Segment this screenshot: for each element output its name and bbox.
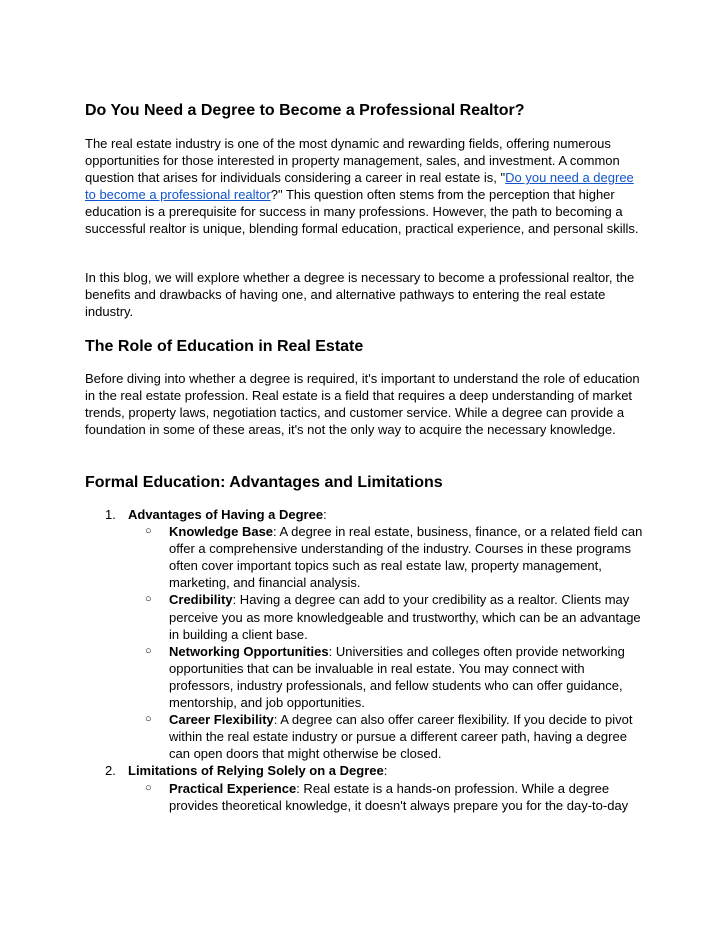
title-block <box>85 101 645 121</box>
bullet-icon: ○ <box>145 713 152 726</box>
section2-heading-block <box>85 473 645 493</box>
overview-paragraph-block <box>85 269 645 320</box>
list-item-practical-experience <box>85 780 645 814</box>
formal-education-list <box>85 506 645 814</box>
list-item-term: Networking Opportunities <box>169 643 329 659</box>
bullet-icon: ○ <box>145 525 152 538</box>
list-item-term: Knowledge Base <box>169 524 274 540</box>
intro-text-before-link: The real estate industry is one of the most dynamic and rewarding fields, offering numerous opportunities for those interested in property management, sales, and investment. A common question that arises for individuals considering a career in real estate is, " <box>85 136 620 186</box>
list-item-text: : Having a degree can add to your credibility as a realtor. Clients may perceive you as more knowledgeable and trustworthy, which can be an advantage in building a client base. <box>169 592 641 642</box>
list-item-knowledge-base <box>85 523 645 591</box>
intro-paragraph <box>85 135 645 238</box>
list-number: 2. <box>105 763 116 779</box>
bullet-icon: ○ <box>145 593 152 606</box>
list-item-credibility <box>85 591 645 642</box>
list-item-title: Limitations of Relying Solely on a Degree <box>128 763 384 779</box>
list-item-title: Advantages of Having a Degree <box>128 507 324 522</box>
section1-paragraph-block <box>85 370 645 438</box>
colon: : <box>383 763 388 779</box>
bullet-icon: ○ <box>145 781 152 794</box>
list-item-limitations <box>85 762 645 779</box>
list-item-text: : Universities and colleges often provide networking opportunities that can be invaluable in real estate. You may connect with professors, industry professionals, and fellow students who can offer guidance, mentorship, and job opportunities. <box>169 643 625 711</box>
list-item-text: : A degree in real estate, business, finance, or a related field can offer a comprehensive understanding of the industry. Courses in these programs often cover important topics such as real estate law, property management, marketing, and financial analysis. <box>169 524 643 591</box>
intro-paragraph-block <box>85 135 645 238</box>
page-title: Do You Need a Degree to Become a Professional Realtor? <box>85 102 525 119</box>
list-item-text: : Real estate is a hands-on profession. While a degree provides theoretical knowledge, it doesn't always prepare you for the day-to-day <box>169 780 629 813</box>
overview-paragraph: In this blog, we will explore whether a degree is necessary to become a professional realtor, the benefits and drawbacks of having one, and alternative pathways to entering the real estate industry. <box>85 270 635 320</box>
section-paragraph-role-of-education: Before diving into whether a degree is required, it's important to understand the role of education in the real estate profession. Real estate is a field that requires a deep understanding of market trends, property laws, negotiation tactics, and customer service. While a degree can provide a foundation in some of these areas, it's not the only way to acquire the necessary knowledge. <box>85 371 640 438</box>
list-item-career-flexibility <box>85 711 645 762</box>
list-item-advantages <box>85 506 645 523</box>
section-heading-role-of-education: The Role of Education in Real Estate <box>85 338 364 355</box>
degree-article-link[interactable]: Do you need a degree to become a professional realtor <box>85 170 634 203</box>
list-item-term: Career Flexibility <box>169 712 274 728</box>
list-number: 1. <box>105 507 116 522</box>
list-item-term: Practical Experience <box>169 780 297 796</box>
section-heading-formal-education: Formal Education: Advantages and Limitations <box>85 474 443 491</box>
section1-heading-block <box>85 337 645 357</box>
intro-text-after-link: ?" This question often stems from the perception that higher education is a prerequisite for success in many professions. However, the path to becoming a successful realtor is unique, blending formal education, practical experience, and personal skills. <box>85 187 639 237</box>
list-item-networking <box>85 643 645 711</box>
colon: : <box>323 507 327 522</box>
bullet-icon: ○ <box>145 644 152 657</box>
list-item-term: Credibility <box>169 592 233 608</box>
list-item-text: : A degree can also offer career flexibility. If you decide to pivot within the real estate industry or pursue a different career path, having a degree can open doors that might otherwise be closed. <box>169 712 633 762</box>
